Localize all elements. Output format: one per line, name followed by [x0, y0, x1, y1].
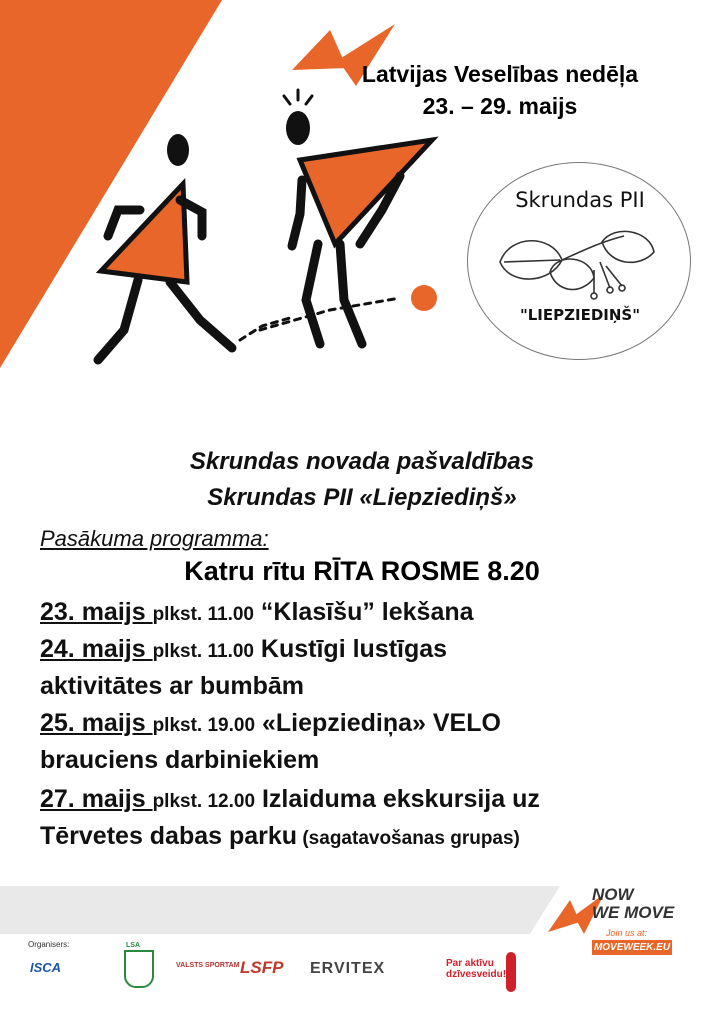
event-line-continued: aktivitātes ar bumbām	[40, 672, 304, 700]
moveweek-url: MOVEWEEK.EU	[593, 942, 671, 953]
daily-morning-exercise: Katru rītu RĪTA ROSME 8.20	[184, 556, 540, 586]
event-note: (sagatavošanas grupas)	[297, 828, 520, 849]
event-text: «Liepziediņa» VELO	[255, 709, 501, 737]
logo-bottom-text: "LIEPZIEDIŅŠ"	[519, 306, 641, 324]
event-line	[40, 709, 501, 738]
event-line	[40, 785, 540, 814]
event-line-continued: brauciens darbiniekiem	[40, 746, 320, 774]
sponsor-lsa-label: LSA	[126, 942, 140, 949]
event-line	[40, 598, 474, 627]
event-line-continued	[40, 822, 520, 851]
program-label: Pasākuma programma:	[40, 526, 269, 551]
event-text: Izlaiduma ekskursija uz	[255, 785, 540, 813]
sponsor-lsa-logo	[124, 950, 154, 988]
event-date: 27. maijs	[40, 785, 153, 813]
now-we-move-text	[592, 886, 674, 922]
event-date: 25. maijs	[40, 709, 153, 737]
ball-icon	[411, 285, 437, 311]
now-we-move-label: NOW WE MOVE	[592, 885, 675, 922]
sponsor-lsfp-logo: LSFP	[240, 958, 284, 977]
sponsor-active-lifestyle-logo: Par aktīvu dzīvesveidu!	[446, 958, 507, 980]
event-date: 24. maijs	[40, 635, 153, 663]
event-text: Kustīgi lustīgas	[253, 635, 448, 663]
runner-figure-left	[98, 134, 290, 360]
event-time: plkst. 19.00	[152, 715, 256, 736]
runner-figure-right	[260, 90, 432, 344]
sponsor-valsts-sportam-logo: VALSTS SPORTAM	[176, 962, 240, 969]
sponsor-isca-logo: ISCA	[30, 960, 62, 975]
organizer-line-1: Skrundas novada pašvaldības	[189, 448, 535, 475]
health-week-name: Latvijas Veselības nedēļa	[361, 61, 639, 87]
logo-top-text: Skrundas PII	[515, 188, 645, 212]
event-time: plkst. 11.00	[152, 604, 254, 625]
event-destination: Tērvetes dabas parku	[40, 822, 298, 850]
health-week-title	[360, 58, 640, 122]
join-us-label: Join us at:	[606, 928, 648, 938]
event-date: 23. maijs	[40, 598, 153, 626]
linden-leaves-icon	[490, 222, 666, 302]
red-figure-icon	[506, 952, 516, 992]
sponsor-ervitex-logo: ERVITEX	[310, 960, 386, 977]
organisers-label: Organisers:	[28, 940, 70, 949]
event-text: “Klasīšu” lekšana	[253, 598, 474, 626]
organizer-line-2: Skrundas PII «Liepziediņš»	[207, 484, 517, 511]
health-week-dates: 23. – 29. maijs	[422, 93, 578, 119]
event-time: plkst. 11.00	[152, 641, 254, 662]
event-line	[40, 635, 447, 664]
event-time: plkst. 12.00	[152, 791, 256, 812]
